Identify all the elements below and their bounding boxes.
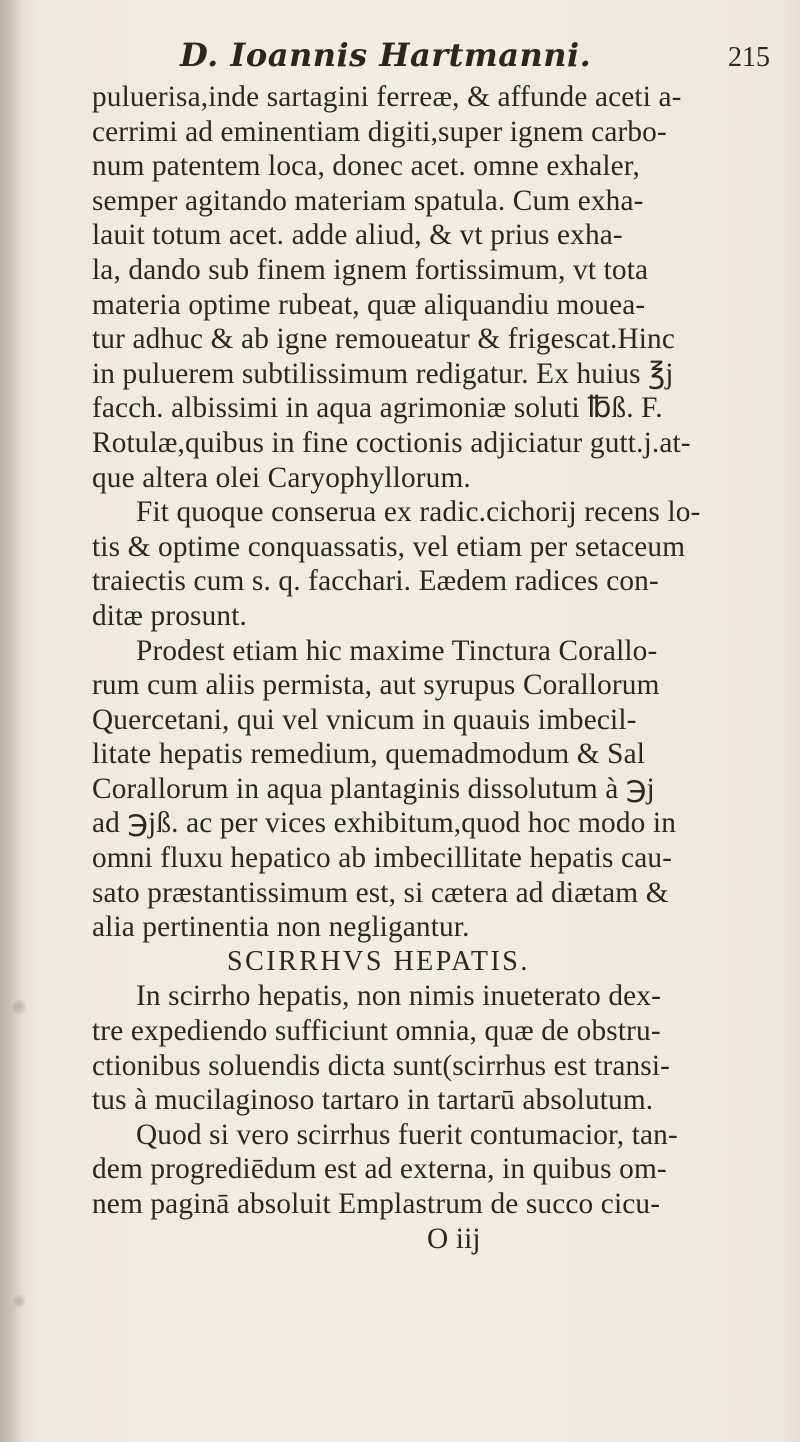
- text-line: alia pertinentia non negligantur.: [92, 911, 470, 944]
- text-line: Quercetani, qui vel vnicum in quauis imbecil-: [92, 703, 637, 736]
- text-line: materia optime rubeat, quæ aliquandiu mouea-: [92, 288, 646, 321]
- body-text: [92, 80, 782, 1256]
- text-line: omni fluxu hepatico ab imbecillitate hepatis cau-: [92, 842, 673, 875]
- running-head: D. Ioannis Hartmanni.: [180, 36, 592, 74]
- paragraph-start-line: Prodest etiam hic maxime Tinctura Corallo-: [136, 634, 658, 667]
- text-line: tur adhuc & ab igne remoueatur & frigescat.Hinc: [92, 323, 676, 356]
- text-line: lauit totum acet. adde aliud, & vt prius exha-: [92, 219, 623, 252]
- text-line: tre expediendo sufficiunt omnia, quæ de obstru-: [92, 1015, 661, 1048]
- text-line: puluerisa,inde sartagini ferreæ, & affunde aceti a-: [92, 81, 682, 113]
- ink-spot: [12, 1000, 26, 1014]
- page-header: [140, 36, 770, 76]
- text-line: nem paginā absoluit Emplastrum de succo cicu-: [92, 1188, 661, 1220]
- text-line: semper agitando materiam spatula. Cum exha-: [92, 184, 644, 217]
- text-line: in puluerem subtilissimum redigatur. Ex huius ℥j: [92, 357, 674, 390]
- text-line: sato præstantissimum est, si cætera ad diætam &: [92, 876, 669, 909]
- paragraph-start-line: Fit quoque conserua ex radic.cichorij recens lo-: [136, 496, 701, 529]
- page-number: 215: [728, 42, 770, 73]
- text-line: tis & optime conquassatis, vel etiam per setaceum: [92, 530, 686, 563]
- text-line: facch. albissimi in aqua agrimoniæ soluti ℔ß. F.: [92, 392, 663, 425]
- text-line: cerrimi ad eminentiam digiti,super ignem carbo-: [92, 115, 667, 148]
- text-line: num patentem loca, donec acet. omne exhaler,: [92, 150, 640, 183]
- gutter-shadow: [0, 0, 22, 1442]
- paragraph-start-line: Quod si vero scirrhus fuerit contumacior, tan-: [136, 1118, 678, 1151]
- text-line: Corallorum in aqua plantaginis dissolutum à ℈j: [92, 772, 655, 805]
- paragraph-start-line: In scirrho hepatis, non nimis inueterato dex-: [136, 980, 662, 1013]
- text-line: dem progrediēdum est ad externa, in quibus om-: [92, 1153, 667, 1186]
- text-line: ad ℈jß. ac per vices exhibitum,quod hoc modo in: [92, 807, 677, 840]
- text-line: litate hepatis remedium, quemadmodum & Sal: [92, 738, 646, 771]
- text-line: Rotulæ,quibus in fine coctionis adjiciatur gutt.j.at-: [92, 426, 691, 459]
- text-line: ctionibus soluendis dicta sunt(scirrhus est transi-: [92, 1049, 671, 1082]
- text-line: traiectis cum s. q. facchari. Eædem radices con-: [92, 565, 659, 598]
- text-line: la, dando sub finem ignem fortissimum, vt tota: [92, 253, 649, 286]
- section-heading: SCIRRHVS HEPATIS.: [227, 945, 530, 977]
- signature-mark: O iij: [427, 1222, 481, 1255]
- text-line: rum cum aliis permista, aut syrupus Corallorum: [92, 669, 660, 702]
- ink-spot: [13, 1295, 25, 1307]
- text-line: tus à mucilaginoso tartaro in tartarū absolutum.: [92, 1084, 654, 1117]
- text-line: que altera olei Caryophyllorum.: [92, 461, 471, 494]
- text-line: ditæ prosunt.: [92, 599, 247, 632]
